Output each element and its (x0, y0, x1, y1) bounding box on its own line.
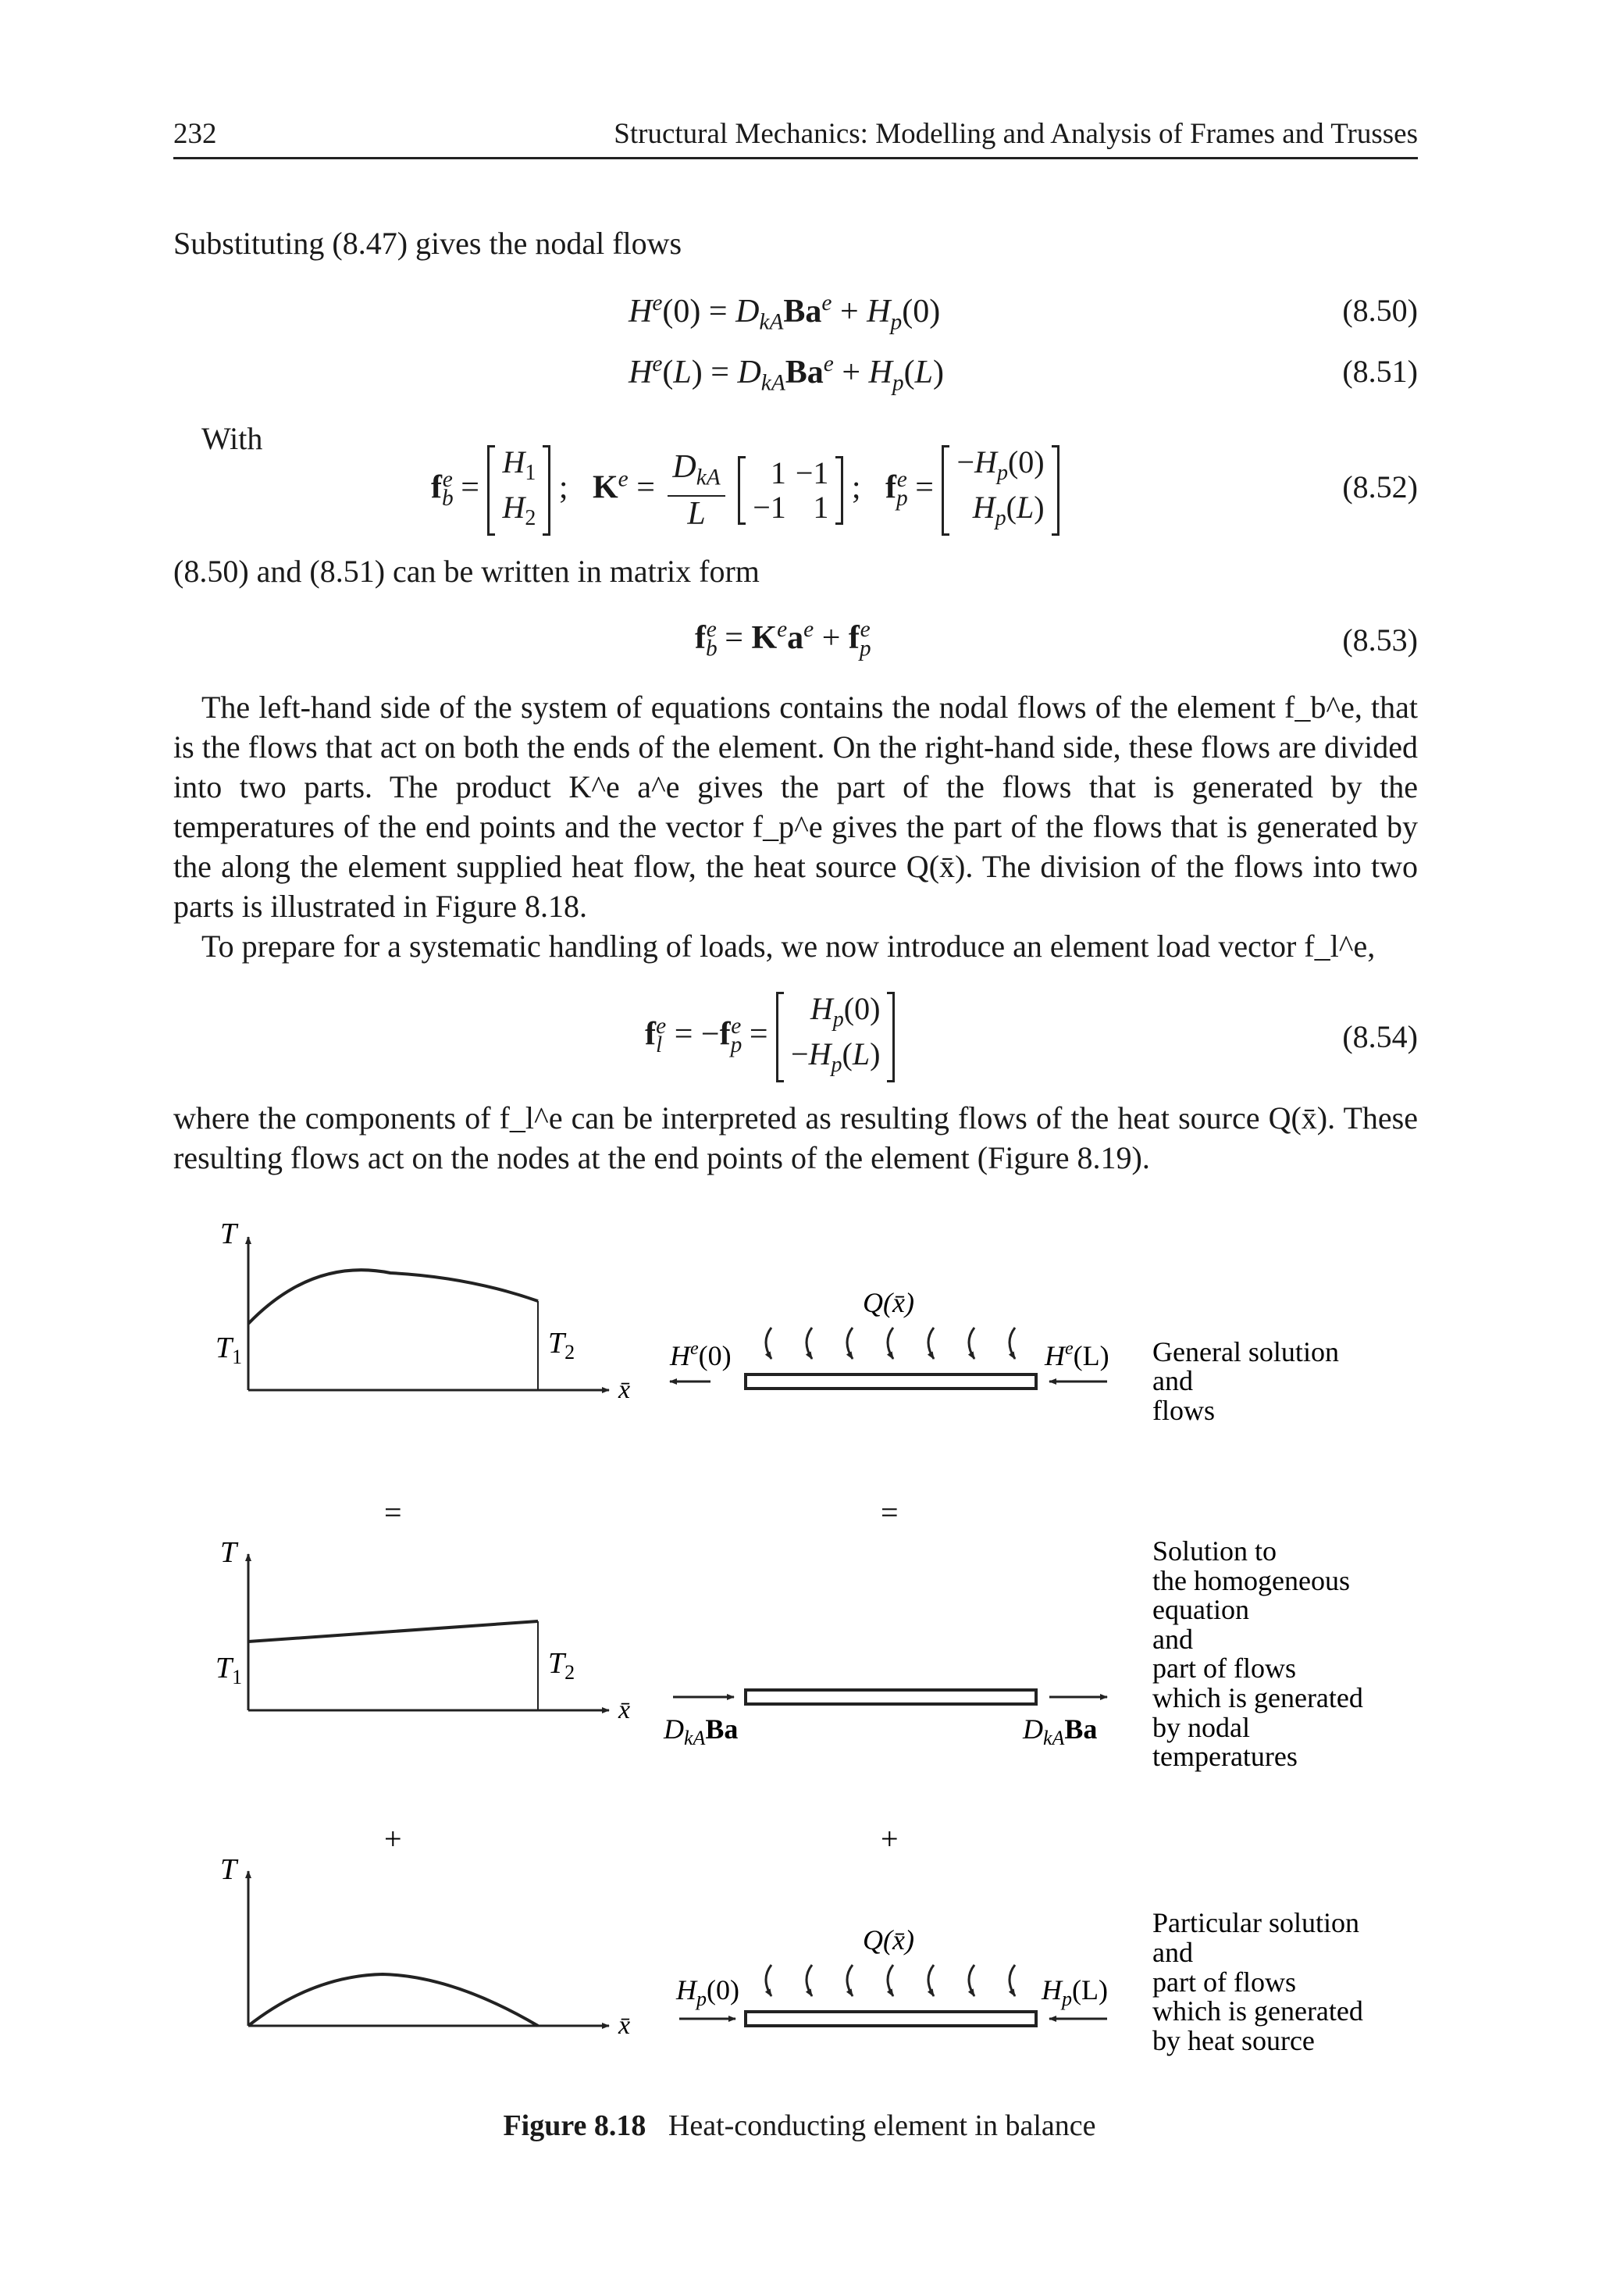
row2-left-dkaba-label: $D_{kA}Ba$ (664, 1713, 739, 1749)
page-number: 232 (173, 118, 217, 150)
equals-sign-right: = (881, 1495, 899, 1530)
matrix-form-text: (8.50) and (8.51) can be written in matrix form (173, 554, 760, 589)
equation-8-51: $H^e(L) = D_{kA}Ba^e + H_p(L)$ (629, 351, 944, 396)
svg-text:and: and (1152, 1937, 1193, 1968)
row1-element (669, 1287, 1109, 1389)
row1-load-arrows (766, 1328, 1015, 1359)
eq-number-8-51: (8.51) (1342, 354, 1418, 389)
row3-load-label: Q(x̄) (863, 1924, 914, 1956)
figure-caption-label: Figure 8.18 (503, 2109, 646, 2142)
figure-8-18 (0, 1203, 1599, 2093)
paragraph-3: where the components of f_l^e can be interpreted as resulting flows of the heat source Q(x̄). These resulting flows act on the nodes at the end points of the element (Figure 8.19). (173, 1100, 1418, 1175)
row3-bar (746, 2012, 1036, 2026)
svg-text:and: and (1152, 1624, 1193, 1655)
row1-hel-label: $H^e(L)$ (1045, 1339, 1109, 1371)
row3-curve (248, 1974, 538, 2026)
plus-sign-left: + (384, 1821, 402, 1856)
row1-load-label: Q(x̄) (863, 1287, 914, 1318)
row2-t1-label: $T_1$ (215, 1652, 243, 1688)
equation-8-54: $f_l^e = -f_p^e$ = $H_p(0)$ $-H_p(L)$ (645, 992, 895, 1082)
row2-temperature-plot (215, 1536, 630, 1724)
intro-text: Substituting (8.47) gives the nodal flows (173, 226, 682, 261)
svg-text:which is generated: which is generated (1152, 1995, 1363, 2027)
row1-t1-label: $T_1$ (215, 1332, 243, 1368)
row2-x-label: x̄ (618, 1695, 631, 1724)
svg-text:and: and (1152, 1365, 1193, 1396)
row1-x-label: x̄ (618, 1375, 631, 1404)
plus-sign-right: + (881, 1821, 899, 1856)
row1-t-label: T (220, 1218, 237, 1250)
row1-bar (746, 1374, 1036, 1389)
eq-number-8-50: (8.50) (1342, 293, 1418, 328)
equals-sign-left: = (384, 1495, 402, 1530)
row1-curve (248, 1270, 538, 1324)
row3-element (675, 1924, 1108, 2026)
row2-bar (746, 1690, 1036, 1704)
figure-caption (0, 2109, 1599, 2143)
row3-x-label: x̄ (618, 2011, 631, 2040)
ke-fraction: $\frac{D_{kA}}{L}$ (668, 450, 725, 530)
paragraph-2: To prepare for a systematic handling of loads, we now introduce an element load vector f_l^e, (201, 929, 1376, 964)
eq-number-8-52: (8.52) (1342, 469, 1418, 504)
paragraph-1: The left-hand side of the system of equations contains the nodal flows of the element f_b^e, that is the flows that act on both the ends of the element. On the right-hand side, these flows are divided into two parts. The product K^e a^e gives the part of the flows that is generated by the temperatures of the end points and the vector f_p^e gives the part of the flows that is generated by the along the element supplied heat flow, the heat source Q(x̄). The division of the flows into two parts is illustrated in Figure 8.18. (173, 690, 1418, 924)
fp-matrix: $-H_p(0)$ $H_p(L)$ (942, 445, 1059, 536)
svg-text:which is generated: which is generated (1152, 1682, 1363, 1713)
svg-text:part of flows: part of flows (1152, 1652, 1296, 1684)
svg-text:temperatures: temperatures (1152, 1741, 1298, 1772)
equation-8-53: $f_b^e = K^ea^e + f_p^e$ (695, 617, 871, 661)
figure-caption-text: Heat-conducting element in balance (668, 2109, 1096, 2142)
svg-text:General solution: General solution (1152, 1336, 1339, 1367)
row3-load-arrows (766, 1965, 1015, 1996)
svg-text:Particular solution: Particular solution (1152, 1907, 1359, 1938)
row1-temperature-plot (215, 1218, 630, 1404)
row3-description (1152, 1907, 1363, 2056)
equation-8-52: $f_b^e$ = $H_1$ $H_2$ ; $K^e$ = $\frac{D_{kA}}{L}$ 1 −1 −1 1 ; $f_p^e$ = $-H_p(0)$ $H_p(L)$ (431, 445, 1059, 536)
eq-number-8-54: (8.54) (1342, 1019, 1418, 1054)
equation-8-50: $H^e(0) = D_{kA}Ba^e + H_p(0)$ (629, 291, 941, 335)
running-title: Structural Mechanics: Modelling and Analysis of Frames and Trusses (614, 118, 1418, 150)
fb-matrix: $H_1$ $H_2$ (487, 445, 550, 536)
row3-t-label: T (220, 1853, 237, 1886)
row2-right-dkaba-label: $D_{kA}Ba$ (1023, 1713, 1098, 1749)
row1-he0-label: $H^e(0)$ (670, 1339, 732, 1371)
header-rule (173, 157, 1418, 159)
svg-text:part of flows: part of flows (1152, 1966, 1296, 1998)
ke-matrix: 1 −1 −1 1 (738, 456, 843, 525)
svg-text:equation: equation (1152, 1594, 1249, 1625)
svg-text:flows: flows (1152, 1395, 1215, 1426)
eq-number-8-53: (8.53) (1342, 622, 1418, 658)
row1-description (1152, 1336, 1339, 1426)
row3-hp0-label: $H_p(0)$ (676, 1974, 739, 2010)
row3-temperature-plot (220, 1853, 630, 2040)
row2-t-label: T (220, 1536, 237, 1569)
row2-element (663, 1690, 1107, 1749)
row1-t2-label: $T_2$ (548, 1327, 575, 1364)
fl-matrix: $H_p(0)$ $-H_p(L)$ (776, 992, 895, 1082)
with-text: With (201, 421, 263, 456)
svg-text:by heat source: by heat source (1152, 2025, 1315, 2056)
row3-hpl-label: $H_p(L)$ (1042, 1974, 1108, 2010)
row2-line (248, 1621, 538, 1642)
row2-description (1152, 1535, 1363, 1772)
row2-t2-label: $T_2$ (548, 1647, 575, 1684)
svg-text:Solution to: Solution to (1152, 1535, 1277, 1567)
svg-text:by nodal: by nodal (1152, 1712, 1250, 1743)
svg-text:the homogeneous: the homogeneous (1152, 1565, 1350, 1596)
